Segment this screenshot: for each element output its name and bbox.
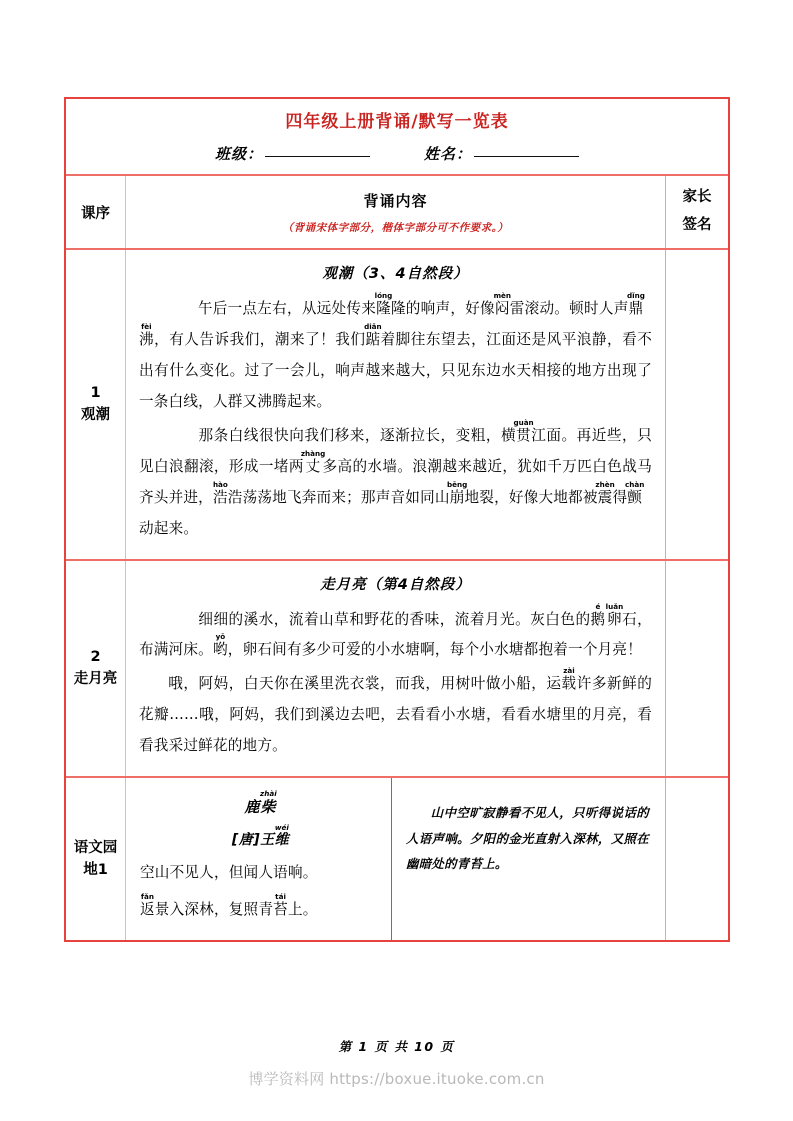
poem-translation: 山中空旷寂静看不见人，只听得说话的人语声响。夕阳的金光直射入深林，又照在幽暗处的青苔上。 bbox=[406, 805, 649, 872]
passage-paragraph: 细细的溪水，流着山草和野花的香味，流着月光。灰白色的鹅é卵luǎn石，布满河床。哟yō，卵石间有多少可爱的小水塘啊，每个小水塘都抱着一个月亮！ bbox=[139, 601, 652, 659]
class-blank-line[interactable] bbox=[265, 145, 370, 157]
poem-title: 鹿柴zhài bbox=[244, 789, 277, 817]
passage-paragraph: 哦，阿妈，白天你在溪里洗衣裳，而我，用树叶做小船，运载zài许多新鲜的花瓣……哦，阿妈，我们到溪边去吧，去看看小水塘，看看水塘里的月亮，看看我采过鲜花的地方。 bbox=[139, 666, 652, 755]
poem-line: 空山不见人，但闻人语响。 bbox=[140, 864, 318, 882]
cell-parent-signature[interactable] bbox=[666, 778, 728, 940]
site-watermark: 博学资料网 https://boxue.ituoke.com.cn bbox=[248, 1070, 545, 1088]
page-title: 四年级上册背诵/默写一览表 bbox=[285, 112, 509, 132]
title-block bbox=[66, 99, 728, 176]
table-row bbox=[66, 250, 728, 561]
lesson-name: 观潮 bbox=[81, 407, 110, 424]
header-cell-content bbox=[126, 176, 666, 248]
poem-author: [唐]王维wéi bbox=[231, 823, 290, 849]
header-cell-signature bbox=[666, 176, 728, 248]
header-content-note: （背诵宋体字部分，楷体字部分可不作要求。） bbox=[282, 221, 509, 234]
passage-paragraph: 那条白线很快向我们移来，逐渐拉长，变粗，横贯guàn江面。再近些，只见白浪翻滚，形成一堵两丈zhàng多高的水墙。浪潮越来越近，犹如千万匹白色战马齐头并进，浩hào浩荡荡地飞奔而来；那声音如同山崩bēng地裂，好像大地都被震zhèn得颤chàn动起来。 bbox=[139, 417, 652, 537]
table-header-row bbox=[66, 176, 728, 250]
name-blank-line[interactable] bbox=[474, 145, 579, 157]
cell-lesson-order bbox=[66, 250, 126, 559]
class-label: 班级： bbox=[214, 145, 263, 163]
lesson-number: 1 bbox=[90, 384, 101, 401]
passage-title: 观潮（3、4自然段） bbox=[322, 266, 469, 282]
recitation-table bbox=[64, 97, 730, 942]
name-field[interactable] bbox=[424, 143, 579, 164]
poem-original bbox=[126, 778, 392, 940]
cell-recitation-content bbox=[126, 778, 666, 940]
header-signature-line2: 签名 bbox=[682, 217, 712, 233]
cell-recitation-content bbox=[126, 250, 666, 559]
cell-parent-signature[interactable] bbox=[666, 250, 728, 559]
cell-lesson-order bbox=[66, 778, 126, 940]
page-indicator: 第 1 页 共 10 页 bbox=[338, 1039, 455, 1054]
cell-lesson-order bbox=[66, 561, 126, 777]
cell-recitation-content bbox=[126, 561, 666, 777]
header-content-title: 背诵内容 bbox=[363, 191, 428, 210]
class-field[interactable] bbox=[215, 143, 370, 164]
poem-line: 返fǎn景入深林，复照青苔tái上。 bbox=[140, 891, 318, 918]
header-signature-line1: 家长 bbox=[682, 189, 712, 206]
header-cell-order: 课序 bbox=[66, 176, 126, 248]
table-row bbox=[66, 778, 728, 940]
lesson-number: 2 bbox=[90, 648, 101, 665]
passage-paragraph: 午后一点左右，从远处传来隆lóng隆的响声，好像闷mèn雷滚动。顿时人声鼎dǐng沸fèi，有人告诉我们，潮来了！我们踮diǎn着脚往东望去，江面还是风平浪静，看不出有什么变化。过了一会儿，响声越来越大，只见东边水天相接的地方出现了一条白线，人群又沸腾起来。 bbox=[139, 291, 653, 410]
poem-split-layout bbox=[126, 778, 665, 940]
lesson-name: 走月亮 bbox=[73, 671, 118, 688]
student-identity-line bbox=[66, 143, 728, 164]
table-row bbox=[66, 561, 728, 779]
cell-parent-signature[interactable] bbox=[666, 561, 728, 777]
passage-title: 走月亮（第4自然段） bbox=[320, 576, 471, 593]
poem-translation-area bbox=[392, 778, 665, 940]
lesson-name: 语文园地1 bbox=[73, 839, 118, 879]
name-label: 姓名： bbox=[424, 145, 473, 163]
